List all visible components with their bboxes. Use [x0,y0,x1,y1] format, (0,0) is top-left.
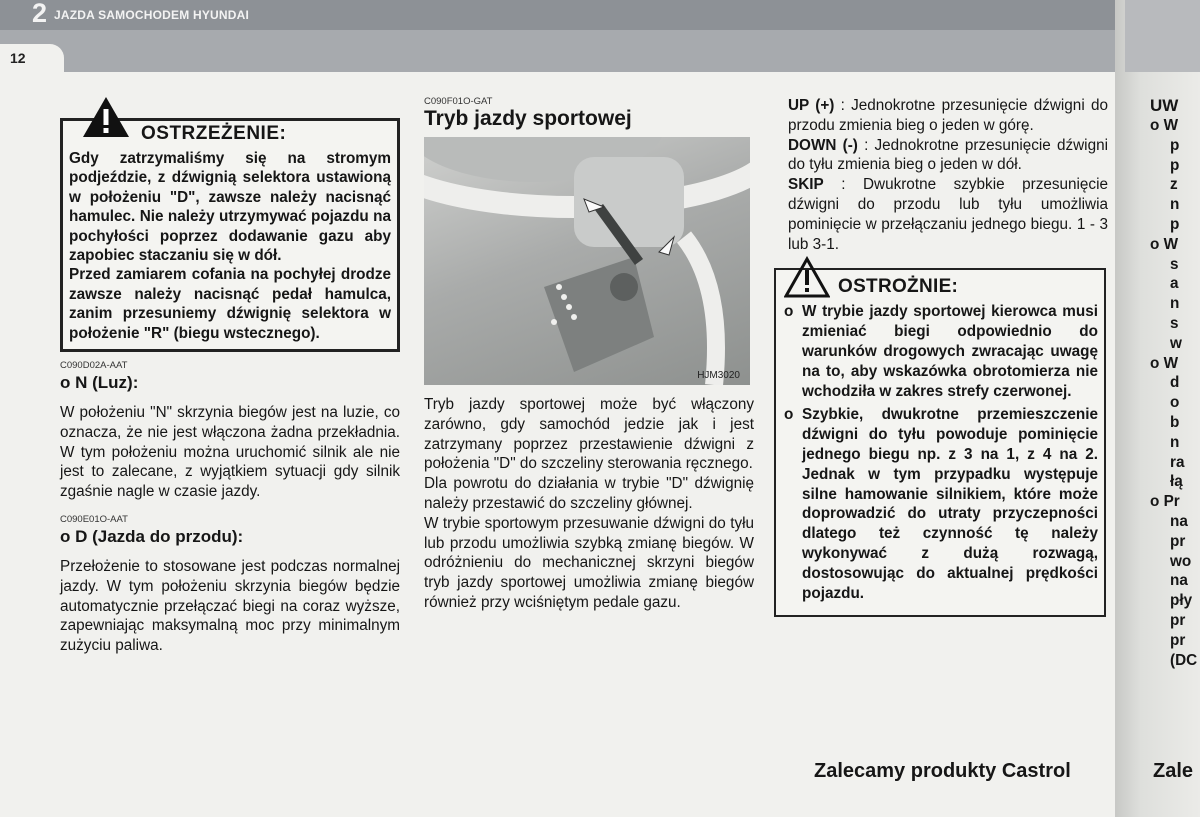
steering-wheel-shifter-illustration [424,137,750,385]
next-page-fragment: p [1170,215,1180,233]
next-page-fragment: o W [1150,235,1179,253]
next-page-fragment: pr [1170,631,1186,649]
next-page-header-band [1125,0,1200,72]
sport-paragraph-2: Dla powrotu do działania w trybie "D" dźwignię należy przestawić do szczeliny głównej. [424,475,754,512]
caution-item-2: o Szybkie, dwukrotne przemieszczenie dźwigni do tyłu powoduje pominięcie jednego biegu np. z 3 na 1, z 4 na 2. Jednak w tym przypadku występuje silne hamowanie silnikiem, które może doprowadzić do utraty przyczepności dlatego też czynność tę należy wykonywać z dużą rozwagą, dostosowując do aktualnej prędkości pojazdu. [782,405,1098,603]
next-page-fragment: pr [1170,611,1186,629]
caution-box [774,268,1106,617]
shift-mode-up-text: : Jednokrotne przesunięcie dźwigni do przodu zmienia bieg o jeden w górę. [788,97,1108,134]
shift-mode-skip [788,175,1108,254]
next-page-fragment: na [1170,512,1188,530]
section-code-neutral: C090D02A-AAT [60,360,128,372]
shift-mode-skip-text: : Dwukrotne szybkie przesunięcie dźwigni do przodu lub tyłu umożliwia pominięcie w przełączaniu jednego biegu. 1 - 3 lub 3-1. [788,176,1108,253]
chapter-title: JAZDA SAMOCHODEM HYUNDAI [54,8,250,22]
next-page-fragment: n [1170,295,1180,313]
section-code-sport: C090F01O-GAT [424,96,493,107]
next-page-fragment: (DC [1170,651,1198,669]
next-page-fragment: d [1170,374,1180,392]
sport-paragraph-3: W trybie sportowym przesuwanie dźwigni do tyłu lub przodu umożliwia szybką zmianę biegów. W odróżnieniu do mechanicznej skrzyni biegów tryb jazdy sportowej umożliwia zmianę biegów również przy wciśniętym pedale gazu. [424,514,754,611]
warning-paragraph-1: Gdy zatrzymaliśmy się na stromym podjeździe, z dźwignią selektora ustawioną w położeniu "D", zawsze należy nacisnąć hamulec. Nie należy utrzymywać pojazdu na pochyłości poprzez dodawanie gazu aby zapobiec staczaniu się w dół. [69,150,391,265]
next-page-fragment: p [1170,136,1180,154]
next-page-column [1150,96,1200,670]
next-page-fragment: na [1170,572,1188,590]
caution-triangle-icon [784,256,830,298]
warning-title: OSTRZEŻENIE: [141,123,287,144]
next-page-fragment: ra [1170,453,1185,471]
shift-mode-down-label: DOWN (-) [788,136,858,154]
warning-triangle-icon [81,95,131,139]
next-page-fragment: n [1170,433,1180,451]
shift-mode-up [788,96,1108,136]
next-page-fragment: o W [1150,117,1179,134]
caution-title: OSTROŻNIE: [838,276,959,298]
figure-label: HJM3020 [697,370,740,381]
next-page-fragment: o W [1150,354,1179,372]
next-page-fragment: b [1170,413,1180,431]
drive-heading: o D (Jazda do przodu): [60,527,244,547]
next-page-fragment: z [1170,176,1178,194]
next-page-fragment: o Pr [1150,493,1180,511]
next-page-fragment: a [1170,275,1179,293]
next-page-fragment: s [1170,314,1179,332]
next-page-fragment: o [1170,394,1180,412]
caution-item-1: o W trybie jazdy sportowej kierowca musi zmieniać biegi odpowiednio do warunków drogowych zwracając uwagę na to, aby wskazówka obrotomierza nie wchodziła w zakres strefy czerwonej. [782,302,1098,401]
shift-mode-skip-label: SKIP [788,176,824,194]
column-1 [60,88,400,656]
drive-text: Przełożenie to stosowane jest podczas normalnej jazdy. W tym położeniu skrzynia biegów będzie automatycznie przełączać biegi na coraz wyższe, zapewniając maksymalną moc przy minimalnym zużyciu paliwa. [60,558,400,655]
chapter-number: 2 [32,0,48,28]
next-page-heading: UW [1150,96,1179,115]
warning-text [69,149,391,343]
caution-list [782,302,1098,603]
gear-shifter-photo [424,137,750,385]
page-number: 12 [10,50,26,66]
section-code-drive: C090E01O-AAT [60,514,128,526]
next-page-fragment: pr [1170,532,1186,550]
neutral-text: W położeniu "N" skrzynia biegów jest na luzie, co oznacza, że nie jest włączona żadna przekładnia. W tym położeniu można uruchomić silnik ale nie jest to zalecane, z wyjątkiem sytuacji gdy silnik zgaśnie nagle w czasie jazdy. [60,404,400,501]
next-page-fragment: p [1170,156,1180,174]
shift-mode-down [788,136,1108,176]
neutral-heading: o N (Luz): [60,373,139,393]
next-page-fragment: łą [1170,473,1183,491]
column-2 [424,96,754,613]
shift-mode-up-label: UP (+) [788,97,835,114]
sport-paragraph-1: Tryb jazdy sportowej może być włączony zarówno, gdy samochód jedzie jak i jest zatrzymany poprzez przestawienie dźwigni z położenia "D" do szczeliny sterowania ręcznego. [424,396,754,473]
warning-box [60,118,400,352]
column-3 [788,96,1108,617]
sport-mode-title: Tryb jazdy sportowej [424,107,632,130]
next-page-fragment: pły [1170,592,1193,610]
next-page-ad-text: Zale [1153,760,1194,782]
warning-paragraph-2: Przed zamiarem cofania na pochyłej drodze zawsze należy nacisnąć pedał hamulca, zanim przesuniemy dźwignię selektora w położenie "R" (biegu wstecznego). [69,266,391,342]
next-page-fragment: n [1170,196,1180,214]
castrol-ad-text: Zalecamy produkty Castrol [814,760,1071,782]
next-page-fragment: wo [1170,552,1192,570]
shift-mode-down-text: : Jednokrotne przesunięcie dźwigni do tyłu zmienia bieg o jeden w dół. [788,136,1108,174]
next-page-fragment: s [1170,255,1179,273]
next-page-fragment: w [1170,334,1182,352]
